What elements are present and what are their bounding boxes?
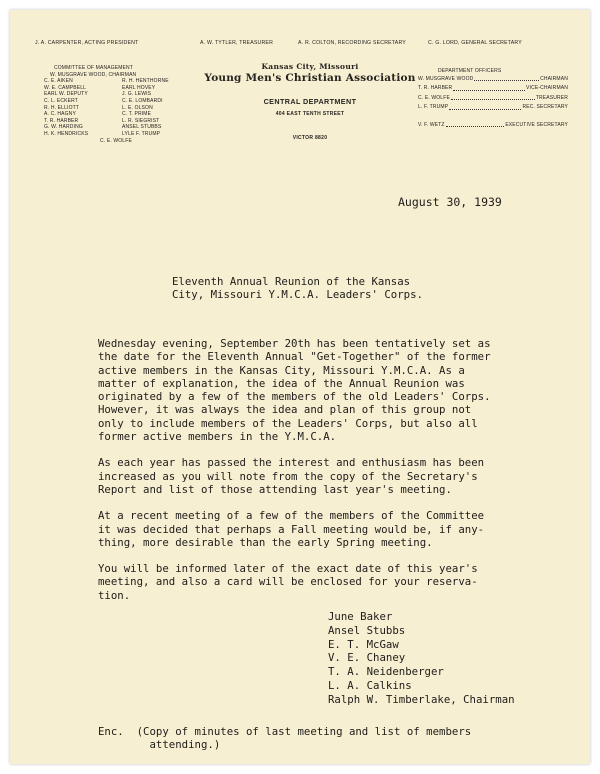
subject-line: City, Missouri Y.M.C.A. Leaders' Corps.: [172, 288, 423, 301]
department-officer-name: T. R. HARBER: [418, 85, 453, 92]
department-officer-role: REC. SECRETARY: [522, 104, 568, 111]
committee-heading: COMMITTEE OF MANAGEMENT: [54, 65, 134, 71]
signer: V. E. Chaney: [328, 651, 406, 665]
department-officers-heading: DEPARTMENT OFFICERS: [438, 68, 502, 74]
letterhead-phone: VICTOR 8820: [292, 135, 328, 141]
text-line: However, it was always the idea and plan of this group not: [98, 403, 472, 417]
committee-member: EARL HOVEY: [122, 84, 156, 91]
department-officer-role: VICE-CHAIRMAN: [526, 85, 568, 92]
subject-line: Eleventh Annual Reunion of the Kansas: [172, 275, 411, 288]
signer: Ansel Stubbs: [328, 623, 406, 637]
text-line: former active members in the Y.M.C.A.: [98, 430, 337, 444]
text-line: Wednesday evening, September 20th has been tentatively set as: [98, 337, 491, 350]
signer: Ralph W. Timberlake, Chairman: [328, 692, 515, 706]
text-line: At a recent meeting of a few of the members of the Committee: [98, 509, 485, 523]
department-officer-row: [418, 84, 568, 93]
officer-treasurer: A. W. TYTLER, TREASURER: [200, 40, 274, 46]
committee-member: C. E. LOMBARDI: [122, 97, 163, 104]
letterhead-organization: Young Men's Christian Association: [204, 72, 416, 84]
letter-body: [98, 337, 491, 602]
body-paragraph-4: [98, 562, 491, 602]
committee-member: C. T. PRIME: [122, 111, 152, 118]
letter-page: [10, 10, 590, 764]
committee-member: C. L. ECKERT: [44, 97, 78, 104]
letterhead: [180, 62, 440, 141]
text-line: As each year has passed the interest and enthusiasm has been: [98, 456, 485, 470]
leader-dots: [449, 103, 521, 109]
committee-member: LYLE F. TRUMP: [122, 130, 161, 137]
committee-member: EARL W. DEPUTY: [44, 91, 88, 98]
department-officer-role: CHAIRMAN: [540, 76, 568, 82]
department-officers: [418, 67, 568, 130]
officer-recording-secretary: A. R. COLTON, RECORDING SECRETARY: [298, 40, 406, 46]
committee-member: C. E. AIKEN: [44, 78, 73, 85]
text-line: the date for the Eleventh Annual "Get-Together" of the former: [98, 350, 491, 364]
letterhead-city: Kansas City, Missouri: [261, 62, 359, 71]
department-officer-name: C. E. WOLFE: [418, 94, 450, 101]
text-line: matter of explanation, the idea of the Annual Reunion was: [98, 376, 465, 390]
department-officer-name: W. MUSGRAVE WOOD: [418, 76, 474, 82]
officer-acting-president: J. A. CARPENTER, ACTING PRESIDENT: [35, 40, 139, 46]
leader-dots: [453, 84, 525, 90]
body-paragraph-3: [98, 509, 491, 549]
signer: E. T. McGaw: [328, 637, 399, 651]
signer: L. A. Calkins: [328, 678, 412, 692]
text-line: originated by a few of the members of the old Leaders' Corps.: [98, 390, 491, 404]
department-officer-row: [418, 75, 568, 84]
signer: June Baker: [328, 610, 393, 623]
text-line: You will be informed later of the exact date of this year's: [98, 562, 478, 576]
text-line: thing, more desirable than the early Spring meeting.: [98, 535, 433, 549]
department-officer-role: TREASURER: [535, 94, 568, 101]
committee-member: R. H. HENTHORNE: [122, 78, 169, 85]
committee-member: A. C. HAGNY: [44, 111, 76, 118]
enclosure-note: [98, 725, 471, 752]
executive-secretary-row: [418, 121, 568, 130]
text-line: Report and list of those attending last year's meeting.: [98, 482, 452, 496]
committee-member: L. E. OLSON: [122, 104, 153, 111]
department-officer-role: EXECUTIVE SECRETARY: [505, 121, 568, 128]
body-paragraph-2: [98, 456, 491, 496]
committee-member: C. E. WOLFE: [100, 137, 132, 144]
enclosure-line: attending.): [98, 738, 221, 752]
committee-member: W. E. CAMPBELL: [44, 84, 87, 91]
committee-member: R. H. ELLIOTT: [44, 104, 80, 111]
leader-dots: [451, 94, 535, 100]
letterhead-address: 404 EAST TENTH STREET: [275, 111, 345, 117]
officer-general-secretary: C. G. LORD, GENERAL SECRETARY: [428, 40, 522, 46]
committee-members: [44, 78, 194, 137]
text-line: tion.: [98, 588, 131, 602]
letterhead-department: CENTRAL DEPARTMENT: [263, 97, 357, 106]
committee-of-management: [44, 65, 194, 144]
committee-chairman: W. MUSGRAVE WOOD, CHAIRMAN: [50, 71, 137, 78]
enclosure-line: Enc. (Copy of minutes of last meeting and list of members: [98, 725, 472, 738]
text-line: it was decided that perhaps a Fall meeting would be, if any-: [98, 522, 485, 536]
text-line: meeting, and also a card will be enclosed for your reserva-: [98, 575, 478, 589]
letter-subject: [172, 275, 423, 301]
text-line: active members in the Kansas City, Missouri Y.M.C.A. As a: [98, 363, 465, 377]
committee-member: ANSEL STUBBS: [122, 124, 162, 131]
leader-dots: [474, 75, 539, 81]
department-officer-name: V. F. WETZ: [418, 121, 445, 128]
text-line: increased as you will note from the copy of the Secretary's: [98, 469, 478, 483]
department-officer-row: [418, 94, 568, 103]
department-officer-row: [418, 103, 568, 112]
committee-member: H. K. HENDRICKS: [44, 130, 89, 137]
body-paragraph-1: [98, 337, 491, 443]
signer: T. A. Neidenberger: [328, 665, 444, 679]
signers-list: [328, 610, 515, 707]
committee-member: J. G. LEWIS: [122, 91, 152, 98]
committee-member: L. R. SIEGRIST: [122, 117, 160, 124]
committee-member: G. W. HARDING: [44, 124, 83, 131]
letter-date: August 30, 1939: [398, 195, 502, 209]
leader-dots: [446, 121, 505, 127]
department-officer-name: L. F. TRUMP: [418, 104, 449, 111]
text-line: only to include members of the Leaders' Corps, but also all: [98, 416, 478, 430]
committee-member: T. R. HARBER: [44, 117, 79, 124]
